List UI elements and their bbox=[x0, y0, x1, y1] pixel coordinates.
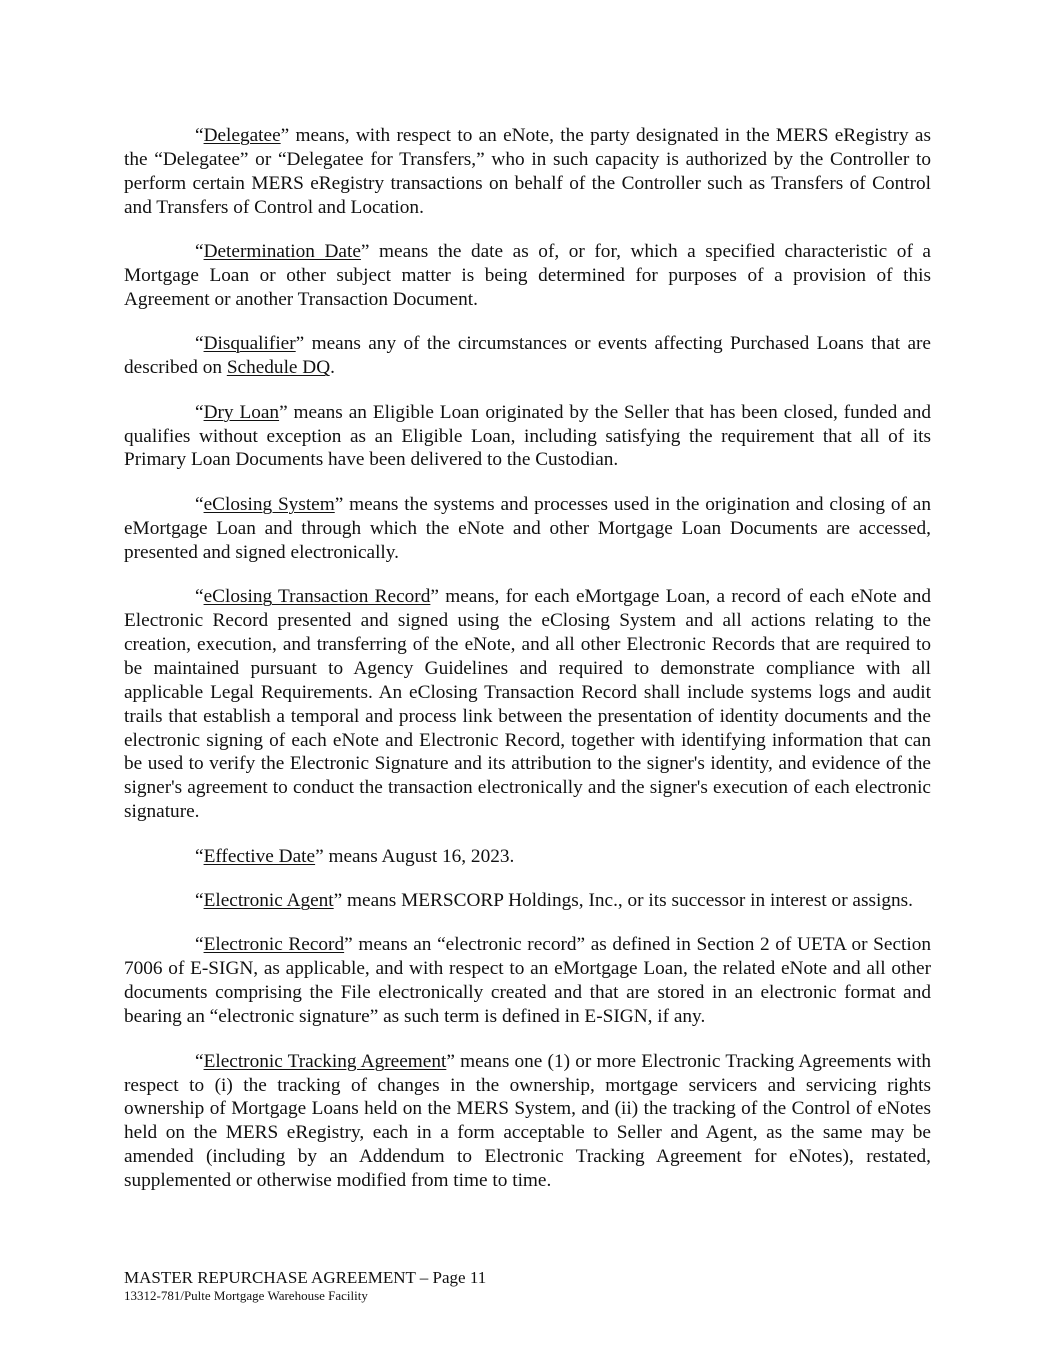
defined-term: Delegatee bbox=[203, 125, 281, 146]
open-quote: “ bbox=[195, 241, 204, 263]
defined-term: Disqualifier bbox=[203, 333, 296, 355]
definition-effective-date bbox=[124, 845, 931, 869]
definition-text: ” means August 16, 2023. bbox=[315, 845, 515, 867]
open-quote: “ bbox=[195, 934, 204, 956]
open-quote: “ bbox=[195, 125, 204, 146]
definition-disqualifier bbox=[124, 332, 931, 380]
schedule-reference: Schedule DQ bbox=[226, 357, 331, 379]
definition-eclosing-transaction-record bbox=[124, 585, 931, 824]
definition-determination-date bbox=[124, 240, 931, 312]
defined-term: eClosing System bbox=[203, 493, 335, 515]
definition-text: ” means one (1) or more Electronic Tracking Agreements with respect to (i) the tracking of changes in the ownership, mortgage servicers and servicing rights ownership of Mortgage Loans held on the MERS System, and (ii) the tracking of the Control of eNotes held on the MERS eRegistry, each in a form acceptable to Seller and Agent, as the same may be amended (including by an Addendum to Electronic Tracking Agreement for eNotes), restated, supplemented or otherwise modified from time to time. bbox=[124, 1050, 931, 1192]
defined-term: Determination Date bbox=[203, 241, 361, 263]
definition-text: ” means any of the circumstances or events affecting Purchased Loans that are described on bbox=[124, 333, 931, 379]
definition-delegatee bbox=[124, 124, 931, 220]
page-footer bbox=[124, 1268, 486, 1304]
footer-subtitle: 13312-781/Pulte Mortgage Warehouse Facility bbox=[124, 1288, 368, 1303]
defined-term: Electronic Record bbox=[203, 934, 345, 956]
definition-text: ” means the systems and processes used in the origination and closing of an eMortgage Loan and through which the eNote and other Mortgage Loan Documents are accessed, presented and signed electronically. bbox=[124, 493, 931, 563]
defined-term: eClosing Transaction Record bbox=[203, 586, 431, 608]
definition-text: ” means MERSCORP Holdings, Inc., or its successor in interest or assigns. bbox=[333, 890, 913, 912]
open-quote: “ bbox=[195, 1050, 204, 1072]
definition-text: ” means an “electronic record” as defined in Section 2 of UETA or Section 7006 of E-SIGN, as applicable, and with respect to an eMortgage Loan, the related eNote and all other documents comprising the File electronically created and that are stored in an electronic format and bearing an “electronic signature” as such term is defined in E-SIGN, if any. bbox=[124, 934, 932, 1028]
open-quote: “ bbox=[195, 890, 204, 912]
open-quote: “ bbox=[195, 493, 204, 515]
definition-text: ” means, for each eMortgage Loan, a record of each eNote and Electronic Record presented and signed using the eClosing System and all actions relating to the creation, execution, and transferring of the eNote, and all other Electronic Records that are required to be maintained pursuant to Agency Guidelines and required to demonstrate compliance with all applicable Legal Requirements. An eClosing Transaction Record shall include systems logs and audit trails that establish a temporal and process link between the presentation of identity documents and the electronic signing of each eNote and Electronic Record, together with identifying information that can be used to verify the Electronic Signature and its attribution to the signer's identity, and evidence of the signer's agreement to conduct the transaction electronically and the signer's execution of each electronic signature. bbox=[124, 586, 931, 823]
definition-electronic-tracking-agreement bbox=[124, 1050, 931, 1193]
defined-term: Effective Date bbox=[203, 845, 316, 867]
definition-electronic-record bbox=[124, 933, 931, 1029]
definition-text: ” means the date as of, or for, which a specified characteristic of a Mortgage Loan or other subject matter is being determined for purposes of a provision of this Agreement or another Transaction Document. bbox=[124, 241, 931, 310]
document-body bbox=[124, 124, 931, 1214]
definition-text: ” means an Eligible Loan originated by the Seller that has been closed, funded and qualifies without exception as an Eligible Loan, including satisfying the requirement that all of its Primary Loan Documents have been delivered to the Custodian. bbox=[124, 401, 931, 471]
definition-text: ” means, with respect to an eNote, the party designated in the MERS eRegistry as the “Delegatee” or “Delegatee for Transfers,” who in such capacity is authorized by the Controller to perform certain MERS eRegistry transactions on behalf of the Controller such as Transfers of Control and Transfers of Control and Location. bbox=[124, 125, 931, 218]
footer-title: MASTER REPURCHASE AGREEMENT – Page 11 bbox=[124, 1268, 487, 1287]
open-quote: “ bbox=[195, 401, 204, 423]
definition-electronic-agent bbox=[124, 889, 931, 913]
definition-eclosing-system bbox=[124, 493, 931, 565]
defined-term: Dry Loan bbox=[203, 401, 280, 423]
open-quote: “ bbox=[195, 586, 204, 608]
defined-term: Electronic Agent bbox=[203, 890, 334, 912]
definition-tail: . bbox=[330, 357, 335, 379]
definition-dry-loan bbox=[124, 401, 931, 473]
open-quote: “ bbox=[195, 333, 204, 355]
defined-term: Electronic Tracking Agreement bbox=[203, 1050, 447, 1072]
open-quote: “ bbox=[195, 845, 204, 867]
